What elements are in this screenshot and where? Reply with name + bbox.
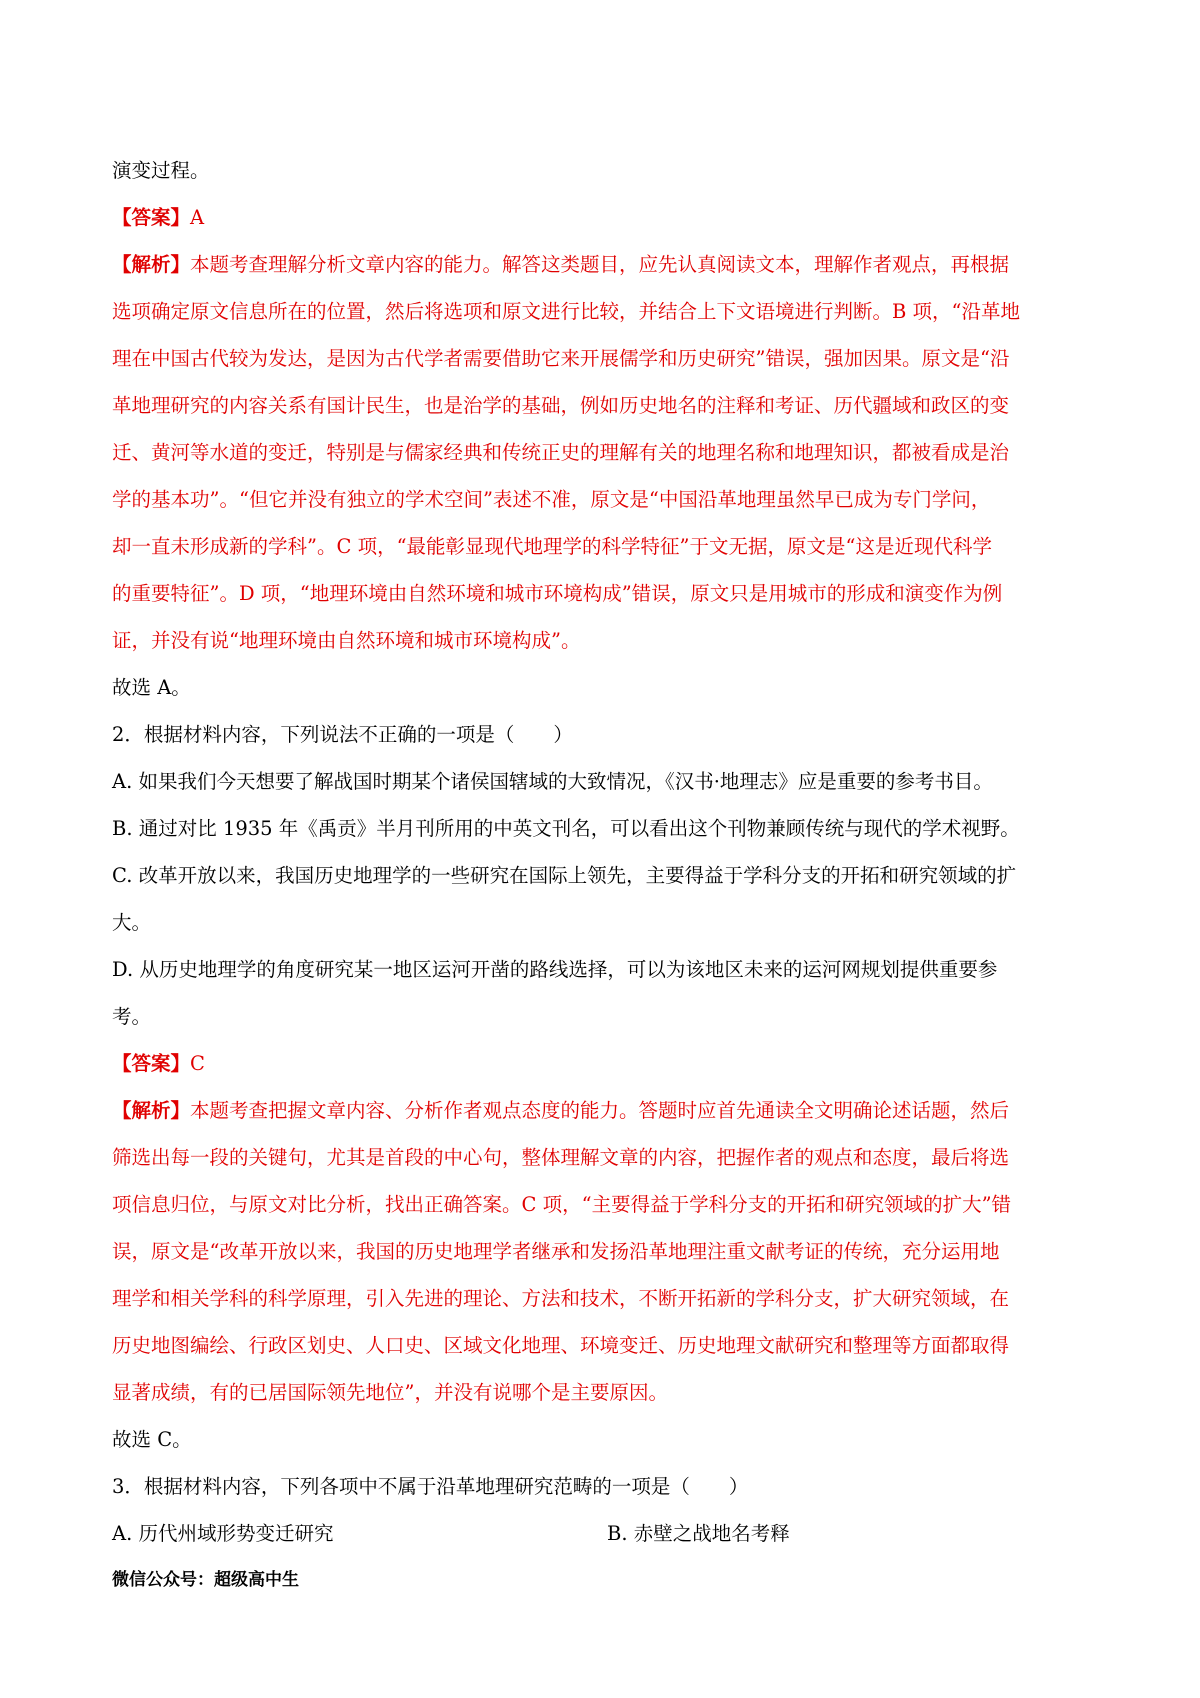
q1-analysis-line: 理在中国古代较为发达，是因为古代学者需要借助它来开展儒学和历史研究”错误，强加因果。原文是“沿 bbox=[112, 347, 1010, 370]
q3-option-b: B. 赤壁之战地名考释 bbox=[607, 1522, 790, 1545]
document-page bbox=[112, 147, 1102, 1557]
q2-option-d: D. 从历史地理学的角度研究某一地区运河开凿的路线选择，可以为该地区未来的运河网规划提供重要参 bbox=[112, 958, 998, 981]
q2-answer-tag: 【答案】 bbox=[112, 1052, 191, 1075]
q2-analysis-line: 项信息归位，与原文对比分析，找出正确答案。C 项，“主要得益于学科分支的开拓和研究领域的扩大”错 bbox=[112, 1193, 1012, 1216]
q2-stem: 2．根据材料内容，下列说法不正确的一项是（ ） bbox=[112, 723, 573, 746]
footer-wechat-label: 微信公众号：超级高中生 bbox=[112, 1570, 299, 1590]
q2-analysis-line: 筛选出每一段的关键句，尤其是首段的中心句，整体理解文章的内容，把握作者的观点和态度，最后将选 bbox=[112, 1146, 1010, 1169]
intro-tail: 演变过程。 bbox=[112, 159, 210, 182]
q3-stem: 3．根据材料内容，下列各项中不属于沿革地理研究范畴的一项是（ ） bbox=[112, 1475, 749, 1498]
q1-answer-line bbox=[112, 194, 1102, 241]
q3-option-a: A. 历代州域形势变迁研究 bbox=[112, 1522, 334, 1545]
q1-conclusion: 故选 A。 bbox=[112, 676, 191, 699]
q2-analysis-text: 本题考查把握文章内容、分析作者观点态度的能力。答题时应首先通读全文明确论述话题，然后 bbox=[190, 1099, 1010, 1122]
q1-analysis-line: 革地理研究的内容关系有国计民生，也是治学的基础，例如历史地名的注释和考证、历代疆域和政区的变 bbox=[112, 394, 1010, 417]
q2-option-c-cont: 大。 bbox=[112, 911, 152, 934]
q1-analysis-line: 的重要特征”。D 项，“地理环境由自然环境和城市环境构成”错误，原文只是用城市的形成和演变作为例 bbox=[112, 582, 1003, 605]
q2-analysis-line: 理学和相关学科的科学原理，引入先进的理论、方法和技术，不断开拓新的学科分支，扩大研究领域，在 bbox=[112, 1287, 1010, 1310]
q1-analysis-line: 证，并没有说“地理环境由自然环境和城市环境构成”。 bbox=[112, 629, 581, 652]
q2-conclusion: 故选 C。 bbox=[112, 1428, 192, 1451]
q2-option-c: C. 改革开放以来，我国历史地理学的一些研究在国际上领先，主要得益于学科分支的开拓和研究领域的扩 bbox=[112, 864, 1017, 887]
q2-option-b: B. 通过对比 1935 年《禹贡》半月刊所用的中英文刊名，可以看出这个刊物兼顾传统与现代的学术视野。 bbox=[112, 817, 1020, 840]
q2-answer-line bbox=[112, 1040, 1102, 1087]
q1-analysis-line: 迁、黄河等水道的变迁，特别是与儒家经典和传统正史的理解有关的地理名称和地理知识，都被看成是治 bbox=[112, 441, 1010, 464]
q1-analysis-line bbox=[112, 241, 1102, 288]
q1-analysis-line: 却一直未形成新的学科”。C 项，“最能彰显现代地理学的科学特征”于文无据，原文是“这是近现代科学 bbox=[112, 535, 992, 558]
q2-analysis-line: 显著成绩，有的已居国际领先地位”，并没有说哪个是主要原因。 bbox=[112, 1381, 668, 1404]
q1-analysis-text: 本题考查理解分析文章内容的能力。解答这类题目，应先认真阅读文本，理解作者观点，再根据 bbox=[190, 253, 1010, 276]
q2-analysis-line: 误，原文是“改革开放以来，我国的历史地理学者继承和发扬沿革地理注重文献考证的传统，充分运用地 bbox=[112, 1240, 1000, 1263]
q3-options-row bbox=[112, 1510, 1102, 1557]
q1-analysis-line: 学的基本功”。“但它并没有独立的学术空间”表述不准，原文是“中国沿革地理虽然早已成为专门学问， bbox=[112, 488, 991, 511]
q2-analysis-tag: 【解析】 bbox=[112, 1099, 191, 1122]
q2-analysis-line bbox=[112, 1087, 1102, 1134]
q1-analysis bbox=[112, 241, 1102, 664]
q2-analysis-line: 历史地图编绘、行政区划史、人口史、区域文化地理、环境变迁、历史地理文献研究和整理等方面都取得 bbox=[112, 1334, 1010, 1357]
q2-answer-value: C bbox=[190, 1052, 205, 1075]
q1-answer-value: A bbox=[190, 206, 205, 229]
q2-analysis bbox=[112, 1087, 1102, 1416]
q1-analysis-line: 选项确定原文信息所在的位置，然后将选项和原文进行比较，并结合上下文语境进行判断。B 项，“沿革地 bbox=[112, 300, 1020, 323]
q1-analysis-tag: 【解析】 bbox=[112, 253, 191, 276]
q1-answer-tag: 【答案】 bbox=[112, 206, 191, 229]
q2-option-d-cont: 考。 bbox=[112, 1005, 152, 1028]
q2-option-a: A. 如果我们今天想要了解战国时期某个诸侯国辖域的大致情况，《汉书·地理志》应是重要的参考书目。 bbox=[112, 770, 993, 793]
